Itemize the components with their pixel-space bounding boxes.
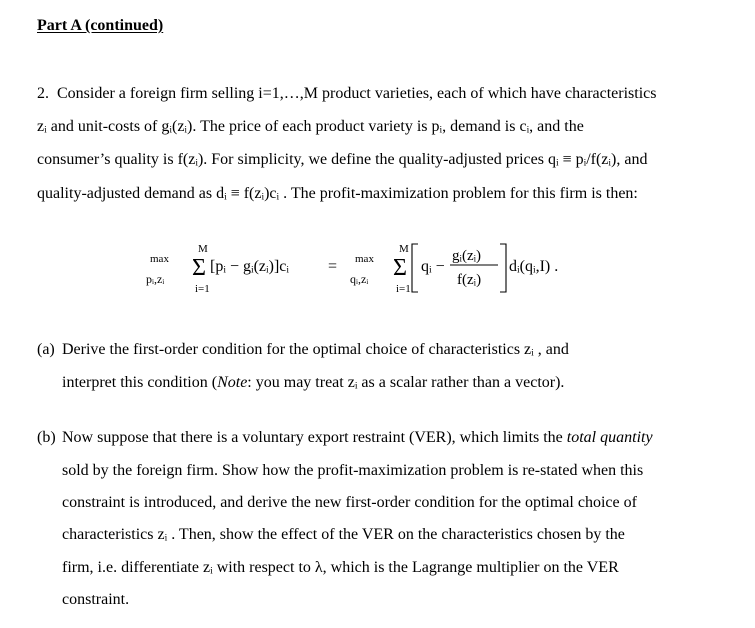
part-b-line-6: constraint. [62,591,130,608]
question-line-3: consumer’s quality is f(zᵢ). For simplicity, we define the quality-adjusted prices qᵢ ≡ pᵢ/f(zᵢ), and [37,151,648,168]
part-a-text-1: Derive the first-order condition for the optimal choice of characteristics zᵢ , and [62,341,569,358]
fraction-numerator: gᵢ(zᵢ) [452,248,482,264]
part-b-label: (b) [37,429,56,446]
sum-symbol-right: Σ [393,255,407,281]
max-operator-left: max [150,253,169,265]
sum-upper-right: M [399,243,409,255]
question-line-1 [37,84,657,104]
open-bracket [412,244,418,292]
part-a-text-2-post: : you may treat zᵢ as a scalar rather than a vector). [247,374,565,391]
part-a-label: (a) [37,341,55,358]
left-sum-body: [pᵢ − gᵢ(zᵢ)]cᵢ [210,258,290,275]
section-heading: Part A (continued) [37,17,164,34]
part-b-line-5: firm, i.e. differentiate zᵢ with respect to λ, which is the Lagrange multiplier on the VER [62,559,619,576]
question-text-1: Consider a foreign firm selling i=1,…,M product varieties, each of which have characteristics [57,85,657,102]
part-b-line-4: characteristics zᵢ . Then, show the effect of the VER on the characteristics chosen by the [62,526,625,543]
sum-upper-left: M [198,243,208,255]
part-a-line-1 [37,340,569,360]
sum-lower-left: i=1 [195,283,210,295]
question-line-2: zᵢ and unit-costs of gᵢ(zᵢ). The price of each product variety is pᵢ, demand is cᵢ, and the [37,118,584,135]
q-term: qᵢ − [421,258,445,275]
part-a-line-2 [62,373,564,393]
part-b-line-3: constraint is introduced, and derive the new first-order condition for the optimal choice of [62,494,637,511]
profit-maximization-equation [140,240,620,300]
fraction-denominator: f(zᵢ) [457,272,482,288]
part-b-text-1: Now suppose that there is a voluntary export restraint (VER), which limits the [62,429,567,446]
max-subscript-left: pᵢ,zᵢ [146,272,165,286]
max-subscript-right: qᵢ,zᵢ [350,272,369,286]
equals-sign: = [328,258,338,275]
part-a-note: Note [217,374,248,391]
sum-symbol-left: Σ [192,255,206,281]
part-b-line-2: sold by the foreign firm. Show how the profit-maximization problem is re-stated when this [62,462,644,479]
part-a-text-2-pre: interpret this condition ( [62,374,218,391]
part-b-emphasis: total quantity [566,429,653,446]
sum-lower-right: i=1 [396,283,411,295]
part-b-line-1 [37,428,653,448]
right-tail: dᵢ(qᵢ,I) . [509,258,559,275]
close-bracket [500,244,506,292]
question-line-4: quality-adjusted demand as dᵢ ≡ f(zᵢ)cᵢ . The profit-maximization problem for this firm is then: [37,185,638,202]
max-operator-right: max [355,253,374,265]
question-number: 2. [37,85,49,102]
